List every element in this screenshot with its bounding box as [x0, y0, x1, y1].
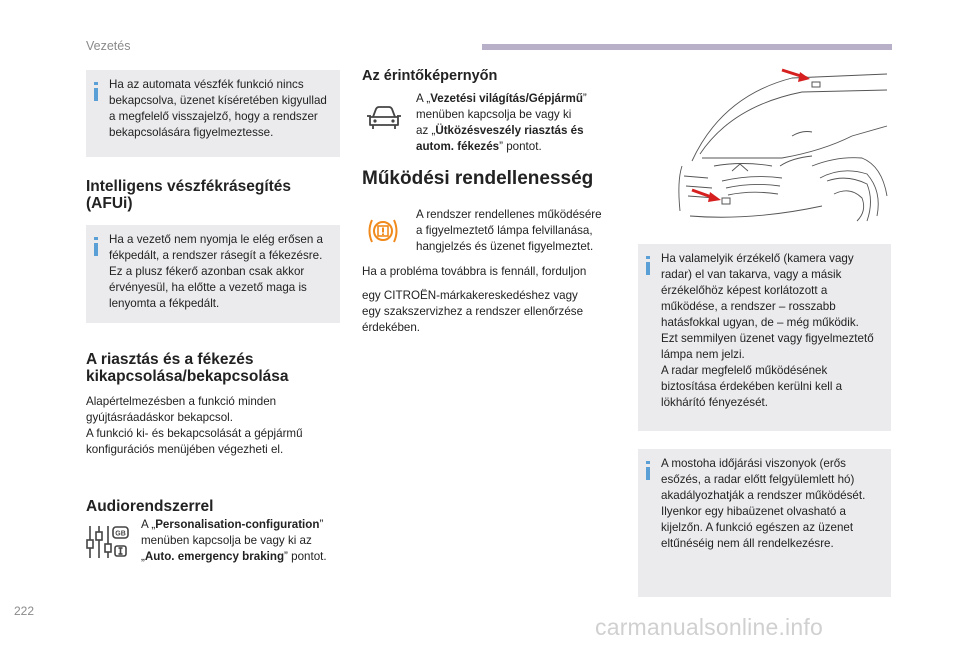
note-afu-disabled-text: Ha az automata vészfék funkció nincs bekapcsolva, üzenet kíséretében kigyullad a megfelelő visszajelző, hogy a rendszer bekapcsolására figyelmeztesse.: [109, 78, 327, 139]
touch-line2: menüben kapcsolja be vagy ki: [416, 108, 572, 121]
section-title: Vezetés: [86, 39, 131, 53]
touch-option-name: Ütközésveszély riasztás és: [435, 124, 584, 137]
audio-option-name: Auto. emergency braking: [144, 550, 285, 563]
car-front-icon: [366, 104, 402, 132]
note-sensor-text: Ha valamelyik érzékelő (kamera vagy radar) el van takarva, vagy a másik érzékelőhöz képest korlátozott a működése, a rendszer – rosszabb hatásfokkal ugyan, de – még működik. Ezt semmilyen üzenet vagy figyelmeztető lámpa nem jelzi. A radar megfelelő működésének biztosítása érdekében kerülni kell a lökhárító fényezését.: [661, 252, 874, 409]
touch-line4-post: ” pontot.: [499, 140, 542, 153]
audio-line1-pre: A „: [141, 518, 156, 531]
touch-line1-pre: A „: [416, 92, 431, 105]
afui-heading: [86, 178, 346, 212]
warning-lamp-icon: [366, 214, 400, 248]
touch-line1-post: ”: [582, 92, 587, 105]
toggle-heading-line1: A riasztás és a fékezés: [86, 351, 254, 368]
persist-text: Ha a probléma továbbra is fennáll, forduljon: [362, 265, 587, 278]
afui-heading-line2: (AFUi): [86, 195, 133, 212]
touch-menu-name: Vezetési világítás/Gépjármű: [430, 92, 583, 105]
malfunction-text: A rendszer rendellenes működésére a figyelmeztető lámpa felvillanása, hangjelzés és üzenet figyelmeztet.: [416, 208, 602, 253]
header-bar: [482, 44, 892, 50]
toggle-heading: [86, 351, 346, 385]
audio-heading: Audiorendszerrel: [86, 498, 214, 515]
watermark: carmanualsonline.info: [595, 614, 823, 640]
audio-line3-pre: „: [141, 550, 145, 563]
touch-line3-pre: az „: [416, 124, 436, 137]
toggle-heading-line2: kikapcsolása/bekapcsolása: [86, 368, 289, 385]
dealer-text: egy CITROËN-márkakereskedéshez vagy egy szakszervizhez a rendszer ellenőrzése érdekében.: [362, 289, 584, 334]
touchscreen-instructions: [416, 91, 616, 155]
note-afui: [86, 225, 340, 323]
audio-line3-post: ” pontot.: [284, 550, 327, 563]
audio-line2: menüben kapcsolja be vagy ki az: [141, 534, 312, 547]
van-illustration: [662, 66, 892, 236]
touch-option-name-cont: autom. fékezés: [416, 140, 500, 153]
audio-settings-icon: [86, 522, 130, 562]
note-bad-weather: [638, 449, 891, 597]
touchscreen-heading: Az érintőképernyőn: [362, 68, 498, 84]
audio-icon-badge: GB: [115, 530, 126, 538]
toggle-body: Alapértelmezésben a funkció minden gyújtásráadáskor bekapcsol. A funkció ki- és bekapcsolását a gépjármű konfigurációs menüjében végezheti el.: [86, 395, 303, 456]
note-weather-text: A mostoha időjárási viszonyok (erős esőzés, a radar előtt felgyülemlett hó) akadályozhatják a rendszer működését. Ilyenkor egy hibaüzenet olvasható a kijelzőn. A funkció egészen az üzenet eltűnéséig nem áll rendelkezésre.: [661, 457, 866, 550]
audio-menu-name: Personalisation-configuration: [155, 518, 320, 531]
note-sensor-obstructed: [638, 244, 891, 431]
page-number: 222: [14, 604, 35, 618]
audio-instructions: [141, 517, 351, 565]
afui-heading-line1: Intelligens vészfékrásegítés: [86, 178, 292, 195]
malfunction-heading: Működési rendellenesség: [362, 168, 594, 189]
audio-line1-post: ”: [319, 518, 324, 531]
note-afui-text: Ha a vezető nem nyomja le elég erősen a fékpedált, a rendszer rásegít a fékezésre. Ez a plusz fékerő azonban csak akkor érvényesül, ha előtte a vezető maga is lenyomta a fékpedált.: [109, 233, 323, 310]
note-afu-disabled: [86, 70, 340, 157]
